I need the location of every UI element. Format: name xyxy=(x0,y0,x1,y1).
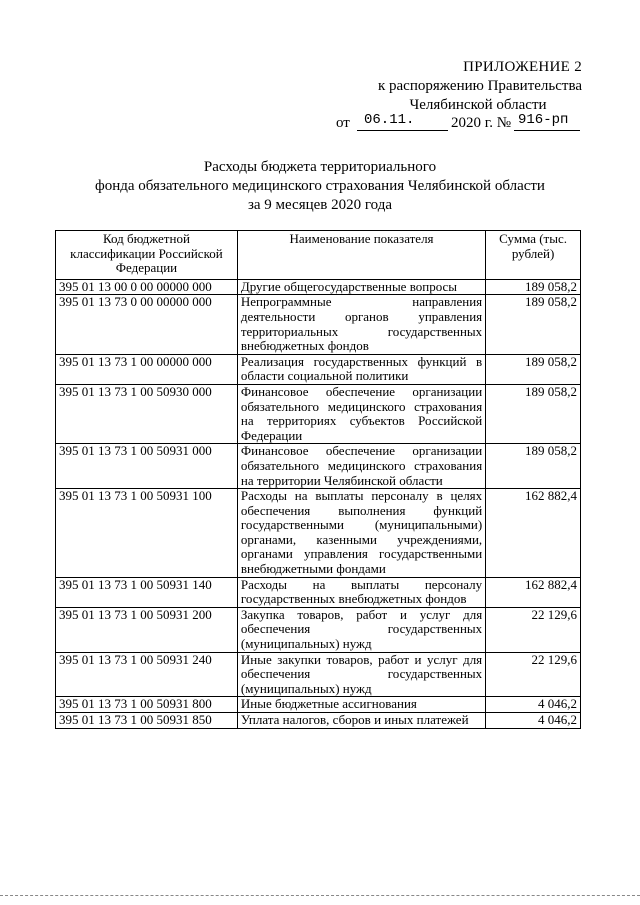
row-sum: 22 129,6 xyxy=(486,652,581,697)
appendix-header xyxy=(352,58,582,115)
row-code: 395 01 13 73 1 00 50931 200 xyxy=(56,607,238,652)
table-row xyxy=(56,607,581,652)
order-date: 06.11. xyxy=(364,112,415,128)
order-number: 916-рп xyxy=(518,112,569,128)
table-header-row xyxy=(56,231,581,280)
column-header-code: Код бюджетной классификации Российской Федерации xyxy=(56,231,238,280)
column-header-name: Наименование показателя xyxy=(237,231,485,280)
table-row xyxy=(56,697,581,713)
table-row xyxy=(56,279,581,295)
row-name: Расходы на выплаты персоналу в целях обеспечения выполнения функций государственными (муниципальными) органами, казенными учреждениями, органами управления государственными внебюджетными фондами xyxy=(237,489,485,578)
column-header-sum: Сумма (тыс. рублей) xyxy=(486,231,581,280)
report-title xyxy=(40,158,600,215)
report-title-line1: Расходы бюджета территориального xyxy=(203,159,437,175)
row-sum: 189 058,2 xyxy=(486,384,581,443)
row-name: Закупка товаров, работ и услуг для обеспечения государственных (муниципальных) нужд xyxy=(237,607,485,652)
from-label: от xyxy=(336,115,350,131)
row-code: 395 01 13 73 1 00 50931 140 xyxy=(56,577,238,607)
report-title-line3: за 9 месяцев 2020 года xyxy=(247,197,393,213)
table-row xyxy=(56,652,581,697)
row-name: Финансовое обеспечение организации обязательного медицинского страхования на территории Челябинской области xyxy=(237,444,485,489)
row-name: Реализация государственных функций в области социальной политики xyxy=(237,354,485,384)
row-code: 395 01 13 00 0 00 00000 000 xyxy=(56,279,238,295)
row-code: 395 01 13 73 1 00 50931 100 xyxy=(56,489,238,578)
row-sum: 189 058,2 xyxy=(486,279,581,295)
table-row xyxy=(56,295,581,354)
row-name: Иные бюджетные ассигнования xyxy=(237,697,485,713)
number-underline xyxy=(514,130,580,131)
row-code: 395 01 13 73 0 00 00000 000 xyxy=(56,295,238,354)
row-sum: 189 058,2 xyxy=(486,444,581,489)
row-code: 395 01 13 73 1 00 50931 240 xyxy=(56,652,238,697)
report-title-line2: фонда обязательного медицинского страхования Челябинской области xyxy=(95,178,545,194)
row-code: 395 01 13 73 1 00 50931 800 xyxy=(56,697,238,713)
expenses-table xyxy=(55,230,581,729)
order-year-text: 2020 г. № xyxy=(451,115,512,131)
row-sum: 189 058,2 xyxy=(486,295,581,354)
row-sum: 162 882,4 xyxy=(486,577,581,607)
table-row xyxy=(56,489,581,578)
table-row xyxy=(56,354,581,384)
row-code: 395 01 13 73 1 00 50931 000 xyxy=(56,444,238,489)
table-row xyxy=(56,713,581,729)
row-name: Другие общегосударственные вопросы xyxy=(237,279,485,295)
order-date-number xyxy=(336,113,584,135)
row-sum: 4 046,2 xyxy=(486,713,581,729)
row-name: Расходы на выплаты персоналу государственных внебюджетных фондов xyxy=(237,577,485,607)
row-name: Финансовое обеспечение организации обязательного медицинского страхования на территориях субъектов Российской Федерации xyxy=(237,384,485,443)
row-sum: 4 046,2 xyxy=(486,697,581,713)
appendix-order-line2: Челябинской области xyxy=(409,97,547,113)
row-sum: 162 882,4 xyxy=(486,489,581,578)
table-row xyxy=(56,384,581,443)
appendix-title: ПРИЛОЖЕНИЕ 2 xyxy=(463,59,582,75)
row-sum: 22 129,6 xyxy=(486,607,581,652)
row-name: Уплата налогов, сборов и иных платежей xyxy=(237,713,485,729)
row-name: Иные закупки товаров, работ и услуг для обеспечения государственных (муниципальных) нужд xyxy=(237,652,485,697)
table-row xyxy=(56,577,581,607)
row-code: 395 01 13 73 1 00 50931 850 xyxy=(56,713,238,729)
date-underline xyxy=(357,130,448,131)
row-name: Непрограммные направления деятельности органов управления территориальных государственных внебюджетных фондов xyxy=(237,295,485,354)
row-sum: 189 058,2 xyxy=(486,354,581,384)
row-code: 395 01 13 73 1 00 00000 000 xyxy=(56,354,238,384)
page-edge-divider xyxy=(0,895,640,896)
appendix-order-line1: к распоряжению Правительства xyxy=(377,78,582,94)
table-row xyxy=(56,444,581,489)
row-code: 395 01 13 73 1 00 50930 000 xyxy=(56,384,238,443)
